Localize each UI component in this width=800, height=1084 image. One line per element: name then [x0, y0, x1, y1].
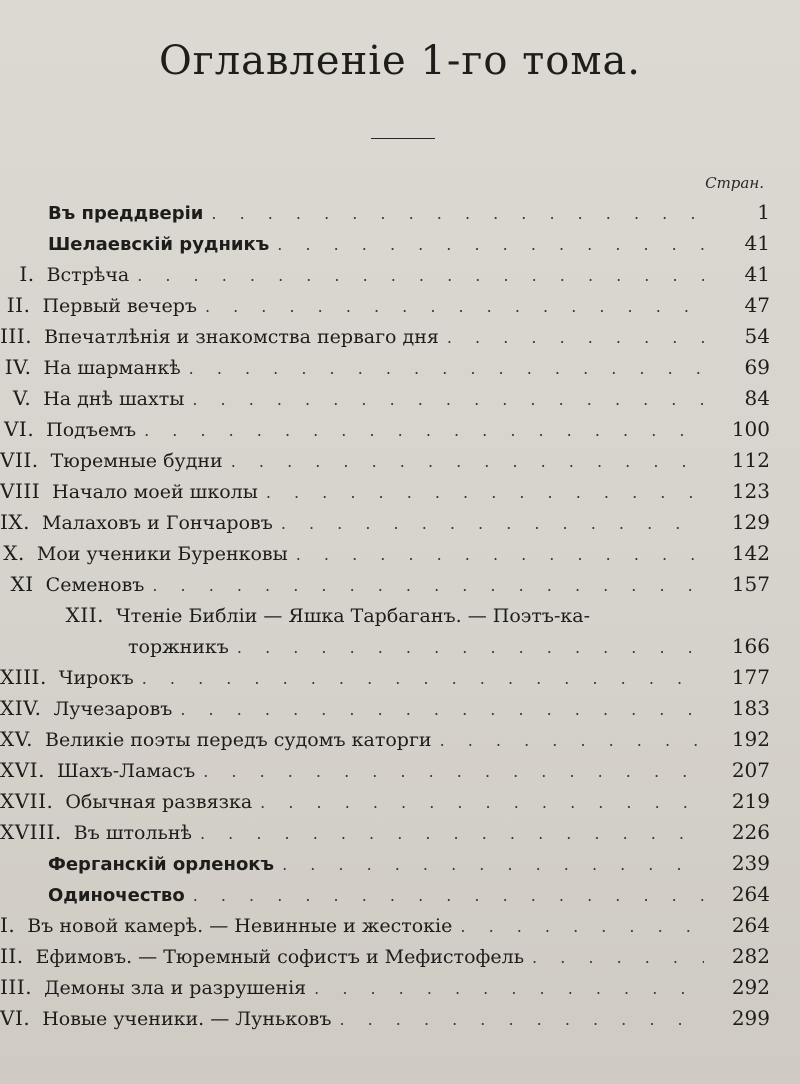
toc-entry [0, 445, 800, 476]
toc-entry-page: 239 [731, 851, 770, 875]
toc-entry-number: III. [0, 324, 33, 348]
toc-entry-page: 123 [731, 479, 770, 503]
toc-entry-page: 177 [731, 665, 770, 689]
toc-entry [0, 662, 800, 693]
toc-entry-title: Первый вечеръ [42, 295, 197, 317]
leader-dots [277, 229, 704, 260]
toc-entry [0, 197, 800, 228]
toc-entry-page: 100 [731, 417, 770, 441]
toc-entry-number: VII. [0, 448, 39, 472]
toc-entry-title: Великіе поэты передъ судомъ каторги [45, 729, 432, 751]
leader-dots [281, 508, 704, 539]
leader-dots [142, 663, 704, 694]
toc-entry-number: VI. [0, 1006, 31, 1030]
leader-dots [193, 880, 704, 911]
leader-dots [152, 570, 704, 601]
leader-dots [180, 694, 704, 725]
toc-entry-title: Тюремные будни [50, 450, 223, 472]
leader-dots [260, 787, 704, 818]
toc-entry [0, 476, 800, 507]
toc-entry-title: Встрѣча [46, 264, 130, 286]
leader-dots [339, 1004, 704, 1035]
toc-entry-title: На шарманкѣ [43, 357, 181, 379]
toc-entry-title: Мои ученики Буренковы [36, 543, 288, 565]
leader-dots [200, 818, 704, 849]
toc-entry-number: XVIII. [0, 820, 62, 844]
toc-entry-number: II. [0, 944, 24, 968]
toc-entry-title: Семеновъ [45, 574, 145, 596]
toc-entry-page: 207 [731, 758, 770, 782]
leader-dots [205, 291, 704, 322]
toc-entry-page: 47 [744, 293, 770, 317]
table-of-contents [0, 197, 800, 1034]
toc-entry-page: 292 [731, 975, 770, 999]
toc-entry [0, 352, 800, 383]
toc-entry-title: Одиночество [48, 885, 185, 906]
toc-entry-page: 166 [731, 634, 770, 658]
toc-entry-title: Малаховъ и Гончаровъ [42, 512, 273, 534]
toc-entry-continuation [0, 631, 800, 662]
toc-entry-title: торжникъ [128, 636, 229, 658]
toc-entry-page: 69 [744, 355, 770, 379]
leader-dots [460, 911, 704, 942]
toc-entry-page: 41 [744, 231, 770, 255]
toc-entry [0, 755, 800, 786]
leader-dots [296, 539, 704, 570]
toc-entry-page: 54 [744, 324, 770, 348]
toc-entry-number: II. [6, 293, 31, 317]
toc-entry [0, 414, 800, 445]
toc-entry-title: Чтеніе Библіи — Яшка Тарбаганъ. — Поэтъ-ка- [116, 605, 591, 627]
leader-dots [532, 942, 704, 973]
toc-entry [0, 972, 800, 1003]
toc-entry-page: 41 [744, 262, 770, 286]
toc-entry-page: 84 [744, 386, 770, 410]
leader-dots [211, 198, 704, 229]
toc-entry-title: Подъемъ [46, 419, 137, 441]
leader-dots [237, 632, 704, 663]
toc-entry-number: IV. [4, 355, 32, 379]
toc-entry-number: XVII. [0, 789, 54, 813]
leader-dots [447, 322, 704, 353]
toc-entry-page: 183 [731, 696, 770, 720]
toc-entry-page: 129 [731, 510, 770, 534]
toc-entry-page: 112 [731, 448, 770, 472]
leader-dots [282, 849, 704, 880]
toc-entry-number: XI [10, 572, 34, 596]
toc-entry-page: 1 [757, 200, 770, 224]
toc-entry-number: V. [12, 386, 32, 410]
leader-dots [440, 725, 704, 756]
toc-entry-number: I. [19, 262, 35, 286]
toc-entry-title: Чирокъ [58, 667, 134, 689]
toc-entry-title: На днѣ шахты [43, 388, 185, 410]
toc-entry [0, 817, 800, 848]
toc-entry [0, 569, 800, 600]
toc-entry [0, 724, 800, 755]
toc-entry-number: VIII [0, 479, 41, 503]
toc-entry-title: Въ преддверіи [48, 203, 204, 224]
toc-entry-page: 264 [731, 882, 770, 906]
toc-entry-page: 157 [731, 572, 770, 596]
toc-entry-number: X. [3, 541, 25, 565]
toc-entry [0, 538, 800, 569]
toc-entry [0, 910, 800, 941]
page-title: Оглавленіе 1-го тома. [158, 38, 642, 84]
toc-entry-title: Демоны зла и разрушенія [44, 977, 307, 999]
leader-dots [314, 973, 704, 1004]
toc-entry [0, 879, 800, 910]
toc-entry [0, 693, 800, 724]
toc-entry-number: XIV. [0, 696, 42, 720]
toc-entry-title: Обычная развязка [65, 791, 253, 813]
toc-entry [0, 848, 800, 879]
toc-entry-title: Въ штольнѣ [73, 822, 192, 844]
toc-entry-page: 142 [731, 541, 770, 565]
toc-entry-number: XVI. [0, 758, 45, 782]
toc-entry [0, 228, 800, 259]
toc-entry [0, 786, 800, 817]
leader-dots [266, 477, 704, 508]
toc-entry-title: Начало моей школы [52, 481, 258, 503]
toc-entry-number: XII. [65, 603, 104, 627]
toc-entry-page: 264 [731, 913, 770, 937]
toc-entry-number: I. [0, 913, 16, 937]
toc-entry [0, 259, 800, 290]
leader-dots [203, 756, 704, 787]
leader-dots [137, 260, 704, 291]
title-rule [371, 138, 435, 139]
leader-dots [192, 384, 704, 415]
toc-entry [0, 290, 800, 321]
toc-entry [0, 600, 800, 631]
toc-entry-page: 299 [731, 1006, 770, 1030]
leader-dots [144, 415, 704, 446]
toc-entry [0, 321, 800, 352]
toc-entry [0, 383, 800, 414]
leader-dots [189, 353, 704, 384]
toc-entry [0, 507, 800, 538]
toc-entry-title: Шахъ-Ламасъ [56, 760, 196, 782]
leader-dots [231, 446, 704, 477]
toc-entry [0, 1003, 800, 1034]
toc-entry-title: Лучезаровъ [53, 698, 173, 720]
toc-entry-number: XIII. [0, 665, 47, 689]
toc-entry-number: III. [0, 975, 33, 999]
toc-entry-number: VI. [3, 417, 35, 441]
toc-entry-page: 226 [731, 820, 770, 844]
toc-entry-title: Новые ученики. — Луньковъ [42, 1008, 332, 1030]
toc-entry-title: Шелаевскій рудникъ [48, 234, 270, 255]
toc-entry-page: 192 [731, 727, 770, 751]
toc-entry [0, 941, 800, 972]
toc-entry-title: Въ новой камерѣ. — Невинные и жестокіе [27, 915, 453, 937]
toc-entry-title: Ферганскій орленокъ [48, 854, 275, 875]
toc-entry-page: 219 [731, 789, 770, 813]
toc-entry-title: Впечатлѣнія и знакомства перваго дня [44, 326, 439, 348]
toc-entry-title: Ефимовъ. — Тюремный софистъ и Мефистофель [35, 946, 525, 968]
page-column-label: Стран. [705, 174, 764, 192]
toc-entry-number: IX. [0, 510, 30, 534]
toc-entry-page: 282 [731, 944, 770, 968]
toc-entry-number: XV. [0, 727, 34, 751]
